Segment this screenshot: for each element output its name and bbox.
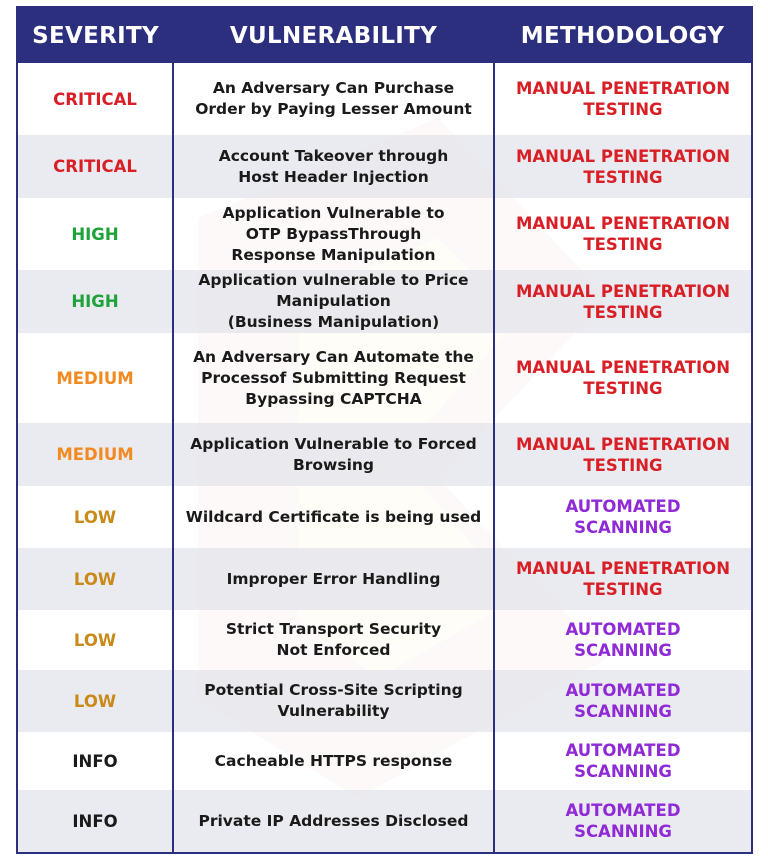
table-row	[18, 270, 751, 333]
severity-cell: CRITICAL	[18, 63, 173, 135]
severity-cell: HIGH	[18, 198, 173, 270]
methodology-cell: AUTOMATED SCANNING	[494, 610, 751, 670]
table-row	[18, 333, 751, 423]
header-vulnerability: VULNERABILITY	[173, 8, 494, 63]
table-row	[18, 423, 751, 486]
methodology-cell: AUTOMATED SCANNING	[494, 486, 751, 548]
vulnerability-cell: Improper Error Handling	[173, 548, 494, 610]
severity-cell: INFO	[18, 790, 173, 852]
methodology-cell: AUTOMATED SCANNING	[494, 732, 751, 790]
methodology-cell: MANUAL PENETRATION TESTING	[494, 423, 751, 486]
methodology-cell: AUTOMATED SCANNING	[494, 670, 751, 732]
vulnerability-cell: An Adversary Can Purchase Order by Paying Lesser Amount	[173, 63, 494, 135]
table-row	[18, 732, 751, 790]
vulnerability-cell: Account Takeover through Host Header Injection	[173, 135, 494, 198]
vulnerability-cell: Application Vulnerable to Forced Browsing	[173, 423, 494, 486]
methodology-cell: MANUAL PENETRATION TESTING	[494, 270, 751, 333]
table-row	[18, 670, 751, 732]
header-severity: SEVERITY	[18, 8, 173, 63]
methodology-cell: MANUAL PENETRATION TESTING	[494, 548, 751, 610]
severity-cell: HIGH	[18, 270, 173, 333]
vulnerability-cell: Application vulnerable to Price Manipulation (Business Manipulation)	[173, 270, 494, 333]
table-row	[18, 135, 751, 198]
severity-cell: CRITICAL	[18, 135, 173, 198]
header-row	[18, 8, 751, 63]
severity-cell: MEDIUM	[18, 423, 173, 486]
table-row	[18, 198, 751, 270]
vulnerability-cell: Application Vulnerable to OTP BypassThrough Response Manipulation	[173, 198, 494, 270]
severity-cell: LOW	[18, 670, 173, 732]
table-row	[18, 63, 751, 135]
severity-cell: LOW	[18, 486, 173, 548]
methodology-cell: MANUAL PENETRATION TESTING	[494, 135, 751, 198]
vulnerability-cell: Wildcard Certificate is being used	[173, 486, 494, 548]
vulnerability-table-card	[16, 6, 753, 854]
methodology-cell: MANUAL PENETRATION TESTING	[494, 333, 751, 423]
vulnerability-cell: Strict Transport Security Not Enforced	[173, 610, 494, 670]
table-row	[18, 610, 751, 670]
severity-cell: INFO	[18, 732, 173, 790]
vulnerability-cell: Private IP Addresses Disclosed	[173, 790, 494, 852]
severity-cell: LOW	[18, 610, 173, 670]
header-methodology: METHODOLOGY	[494, 8, 751, 63]
table-row	[18, 790, 751, 852]
methodology-cell: MANUAL PENETRATION TESTING	[494, 198, 751, 270]
severity-cell: MEDIUM	[18, 333, 173, 423]
table-row	[18, 486, 751, 548]
vulnerability-table	[18, 8, 751, 852]
table-row	[18, 548, 751, 610]
table-body	[18, 63, 751, 852]
methodology-cell: AUTOMATED SCANNING	[494, 790, 751, 852]
vulnerability-cell: Cacheable HTTPS response	[173, 732, 494, 790]
severity-cell: LOW	[18, 548, 173, 610]
methodology-cell: MANUAL PENETRATION TESTING	[494, 63, 751, 135]
vulnerability-cell: Potential Cross-Site Scripting Vulnerability	[173, 670, 494, 732]
vulnerability-cell: An Adversary Can Automate the Processof Submitting Request Bypassing CAPTCHA	[173, 333, 494, 423]
